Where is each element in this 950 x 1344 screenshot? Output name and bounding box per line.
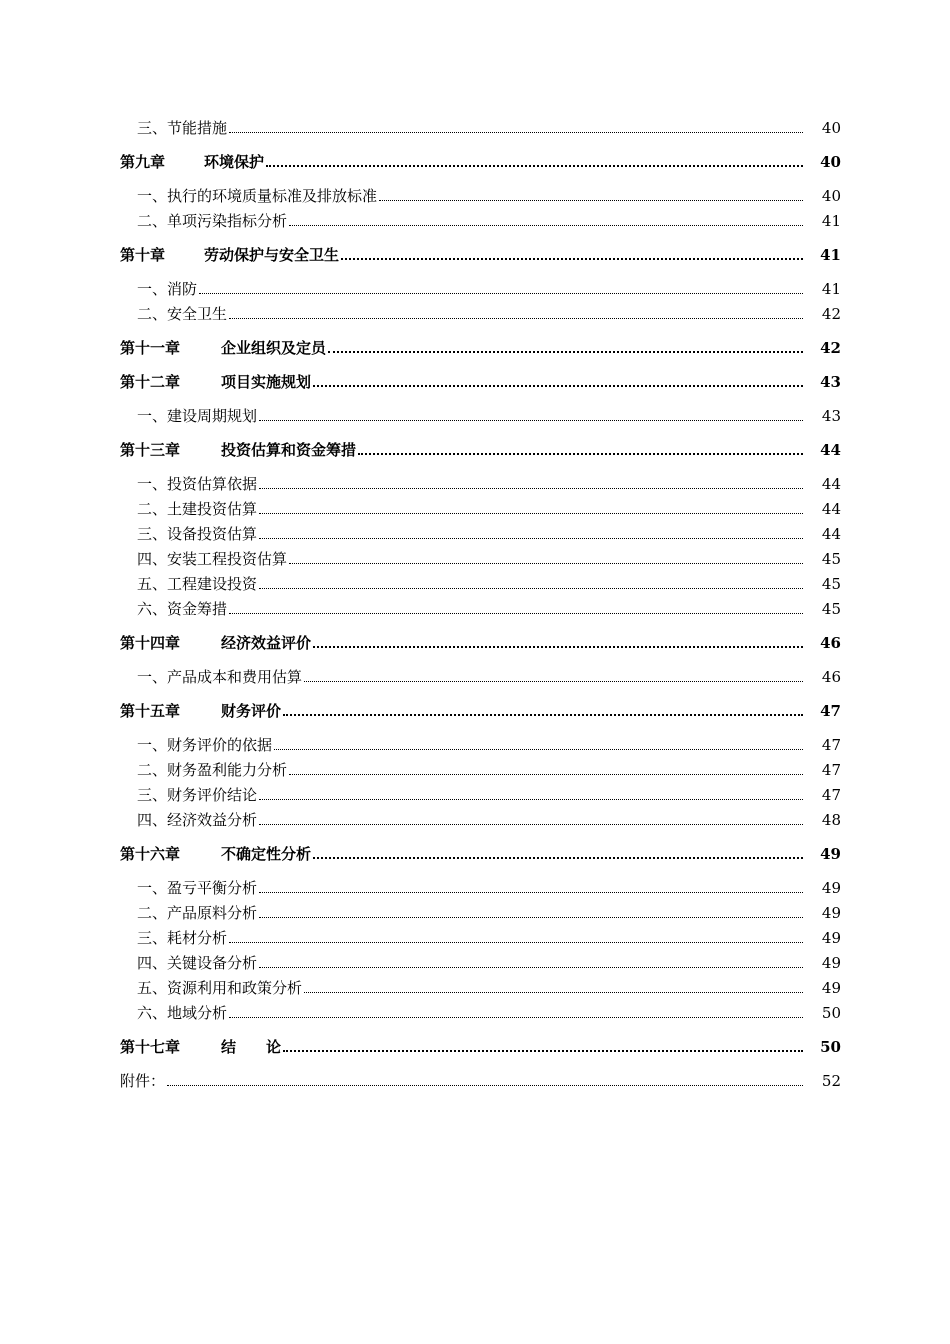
toc-page-number: 41	[821, 280, 841, 298]
toc-entry-title: 五、工程建设投资	[137, 575, 258, 593]
toc-page-number: 45	[821, 575, 841, 593]
toc-section-entry[interactable]	[120, 543, 841, 568]
toc-page-number: 49	[821, 904, 841, 922]
dot-leader	[167, 1075, 803, 1086]
dot-leader	[328, 341, 803, 353]
toc-entry-title: 四、关键设备分析	[137, 954, 258, 972]
toc-entry-title: 一、盈亏平衡分析	[137, 879, 258, 897]
toc-section-entry[interactable]	[120, 661, 841, 686]
toc-page-number: 48	[821, 811, 841, 829]
toc-entry-label	[120, 1072, 165, 1090]
dot-leader	[229, 932, 803, 943]
toc-entry-label	[137, 979, 302, 997]
toc-entry-label	[137, 280, 197, 298]
toc-chapter-number: 第十四章	[120, 634, 181, 652]
dot-leader	[289, 764, 803, 775]
dot-leader	[229, 603, 803, 614]
dot-leader	[229, 1007, 803, 1018]
toc-entry-label	[120, 339, 326, 357]
toc-entry-title: 二、产品原料分析	[137, 904, 258, 922]
toc-entry-label	[137, 575, 257, 593]
toc-entry-title: 企业组织及定员	[221, 339, 327, 357]
toc-entry-label	[120, 153, 264, 171]
toc-entry-title: 环境保护	[204, 153, 265, 171]
toc-chapter-entry[interactable]	[120, 1031, 841, 1056]
toc-chapter-number: 第十二章	[120, 373, 181, 391]
toc-page-number: 50	[820, 1038, 841, 1056]
toc-section-entry[interactable]	[120, 804, 841, 829]
toc-page-number: 49	[821, 879, 841, 897]
toc-entry-title: 经济效益评价	[221, 634, 312, 652]
toc-page-number: 40	[821, 119, 841, 137]
dot-leader	[313, 636, 803, 648]
toc-chapter-entry[interactable]	[120, 146, 841, 171]
toc-section-entry[interactable]	[120, 593, 841, 618]
toc-page-number: 47	[821, 786, 841, 804]
toc-page-number: 52	[821, 1072, 841, 1090]
dot-leader	[304, 671, 803, 682]
dot-leader	[313, 375, 803, 387]
toc-entry-title: 一、投资估算依据	[137, 475, 258, 493]
toc-appendix-entry[interactable]	[120, 1065, 841, 1090]
toc-page-number: 42	[821, 305, 841, 323]
dot-leader	[274, 739, 803, 750]
toc-section-entry[interactable]	[120, 493, 841, 518]
toc-section-entry[interactable]	[120, 180, 841, 205]
toc-entry-label	[137, 1004, 227, 1022]
toc-chapter-number: 第十章	[120, 246, 166, 264]
toc-chapter-number: 第十七章	[120, 1038, 181, 1056]
toc-chapter-entry[interactable]	[120, 627, 841, 652]
dot-leader	[259, 578, 803, 589]
toc-entry-title: 六、地域分析	[137, 1004, 228, 1022]
toc-entry-label	[120, 1038, 281, 1056]
toc-section-entry[interactable]	[120, 568, 841, 593]
toc-entry-label	[137, 904, 257, 922]
toc-section-entry[interactable]	[120, 298, 841, 323]
toc-page-number: 49	[821, 979, 841, 997]
toc-section-entry[interactable]	[120, 947, 841, 972]
toc-entry-label	[137, 600, 227, 618]
toc-entry-title: 二、安全卫生	[137, 305, 228, 323]
toc-chapter-number: 第九章	[120, 153, 166, 171]
toc-page-number: 44	[821, 525, 841, 543]
toc-section-entry[interactable]	[120, 112, 841, 137]
table-of-contents	[120, 112, 841, 1090]
toc-section-entry[interactable]	[120, 518, 841, 543]
toc-page-number: 47	[821, 736, 841, 754]
toc-entry-label	[137, 736, 272, 754]
toc-entry-label	[137, 500, 257, 518]
toc-entry-title: 二、财务盈利能力分析	[137, 761, 288, 779]
dot-leader	[259, 907, 803, 918]
toc-page-number: 40	[821, 187, 841, 205]
dot-leader	[259, 410, 803, 421]
toc-page-number: 41	[820, 246, 841, 264]
toc-section-entry[interactable]	[120, 729, 841, 754]
dot-leader	[259, 957, 803, 968]
toc-page-number: 47	[820, 702, 841, 720]
toc-page-number: 44	[821, 475, 841, 493]
toc-entry-title: 不确定性分析	[221, 845, 312, 863]
dot-leader	[304, 982, 803, 993]
toc-entry-title: 三、节能措施	[137, 119, 228, 137]
toc-entry-label	[120, 702, 281, 720]
toc-page-number: 44	[820, 441, 841, 459]
toc-chapter-number: 第十一章	[120, 339, 181, 357]
toc-entry-title: 项目实施规划	[221, 373, 312, 391]
toc-entry-title: 四、经济效益分析	[137, 811, 258, 829]
toc-entry-label	[137, 954, 257, 972]
toc-entry-title: 投资估算和资金筹措	[221, 441, 357, 459]
toc-entry-title: 三、财务评价结论	[137, 786, 258, 804]
dot-leader	[379, 190, 803, 201]
toc-chapter-number: 第十五章	[120, 702, 181, 720]
toc-page-number: 46	[821, 668, 841, 686]
toc-entry-title: 二、土建投资估算	[137, 500, 258, 518]
toc-entry-title: 财务评价	[221, 702, 282, 720]
dot-leader	[283, 1040, 803, 1052]
dot-leader	[266, 155, 803, 167]
toc-entry-title: 二、单项污染指标分析	[137, 212, 288, 230]
toc-page-number: 45	[821, 600, 841, 618]
dot-leader	[229, 122, 803, 133]
toc-entry-title: 一、消防	[137, 280, 198, 298]
toc-chapter-entry[interactable]	[120, 838, 841, 863]
toc-entry-label	[120, 634, 311, 652]
toc-entry-label	[120, 246, 339, 264]
toc-entry-label	[137, 761, 287, 779]
toc-entry-title: 一、建设周期规划	[137, 407, 258, 425]
dot-leader	[259, 528, 803, 539]
toc-entry-label	[137, 475, 257, 493]
toc-entry-title: 三、设备投资估算	[137, 525, 258, 543]
toc-chapter-entry[interactable]	[120, 434, 841, 459]
toc-page-number: 42	[820, 339, 841, 357]
dot-leader	[283, 704, 803, 716]
toc-page-number: 43	[820, 373, 841, 391]
toc-page-number: 44	[821, 500, 841, 518]
toc-page-number: 49	[820, 845, 841, 863]
toc-section-entry[interactable]	[120, 754, 841, 779]
toc-chapter-entry[interactable]	[120, 239, 841, 264]
toc-page-number: 49	[821, 954, 841, 972]
dot-leader	[358, 443, 803, 455]
toc-page-number: 45	[821, 550, 841, 568]
toc-entry-label	[137, 407, 257, 425]
toc-entry-title: 一、执行的环境质量标准及排放标准	[137, 187, 378, 205]
toc-page-number: 46	[820, 634, 841, 652]
toc-page-number: 50	[821, 1004, 841, 1022]
toc-section-entry[interactable]	[120, 997, 841, 1022]
toc-entry-label	[137, 786, 257, 804]
toc-chapter-entry[interactable]	[120, 366, 841, 391]
toc-entry-label	[137, 187, 377, 205]
toc-entry-title: 劳动保护与安全卫生	[204, 246, 340, 264]
toc-entry-title: 一、产品成本和费用估算	[137, 668, 303, 686]
toc-section-entry[interactable]	[120, 972, 841, 997]
toc-entry-label	[137, 119, 227, 137]
toc-chapter-entry[interactable]	[120, 695, 841, 720]
toc-entry-label	[137, 305, 227, 323]
toc-entry-label	[137, 668, 302, 686]
toc-entry-label	[137, 550, 287, 568]
toc-entry-title: 一、财务评价的依据	[137, 736, 273, 754]
dot-leader	[199, 283, 803, 294]
dot-leader	[229, 308, 803, 319]
toc-section-entry[interactable]	[120, 872, 841, 897]
toc-section-entry[interactable]	[120, 897, 841, 922]
toc-page-number: 40	[820, 153, 841, 171]
toc-page-number: 41	[821, 212, 841, 230]
toc-entry-label	[137, 811, 257, 829]
dot-leader	[313, 847, 803, 859]
dot-leader	[259, 503, 803, 514]
toc-entry-label	[137, 879, 257, 897]
toc-page-number: 47	[821, 761, 841, 779]
dot-leader	[289, 553, 803, 564]
toc-entry-label	[120, 441, 356, 459]
toc-chapter-number: 第十六章	[120, 845, 181, 863]
toc-entry-label	[137, 212, 287, 230]
toc-entry-label	[137, 929, 227, 947]
dot-leader	[341, 248, 803, 260]
toc-chapter-entry[interactable]	[120, 332, 841, 357]
toc-section-entry[interactable]	[120, 468, 841, 493]
dot-leader	[259, 882, 803, 893]
toc-entry-label	[120, 373, 311, 391]
toc-section-entry[interactable]	[120, 400, 841, 425]
dot-leader	[259, 789, 803, 800]
toc-section-entry[interactable]	[120, 922, 841, 947]
toc-section-entry[interactable]	[120, 273, 841, 298]
dot-leader	[259, 814, 803, 825]
dot-leader	[259, 478, 803, 489]
dot-leader	[289, 215, 803, 226]
toc-entry-label	[137, 525, 257, 543]
toc-section-entry[interactable]	[120, 205, 841, 230]
toc-section-entry[interactable]	[120, 779, 841, 804]
toc-entry-title: 六、资金筹措	[137, 600, 228, 618]
toc-entry-title: 四、安装工程投资估算	[137, 550, 288, 568]
toc-chapter-number: 第十三章	[120, 441, 181, 459]
toc-entry-label	[120, 845, 311, 863]
toc-entry-title: 结 论	[221, 1038, 282, 1056]
toc-page-number: 43	[821, 407, 841, 425]
toc-entry-title: 三、耗材分析	[137, 929, 228, 947]
toc-entry-title: 附件：	[120, 1072, 166, 1090]
toc-entry-title: 五、资源利用和政策分析	[137, 979, 303, 997]
toc-page-number: 49	[821, 929, 841, 947]
